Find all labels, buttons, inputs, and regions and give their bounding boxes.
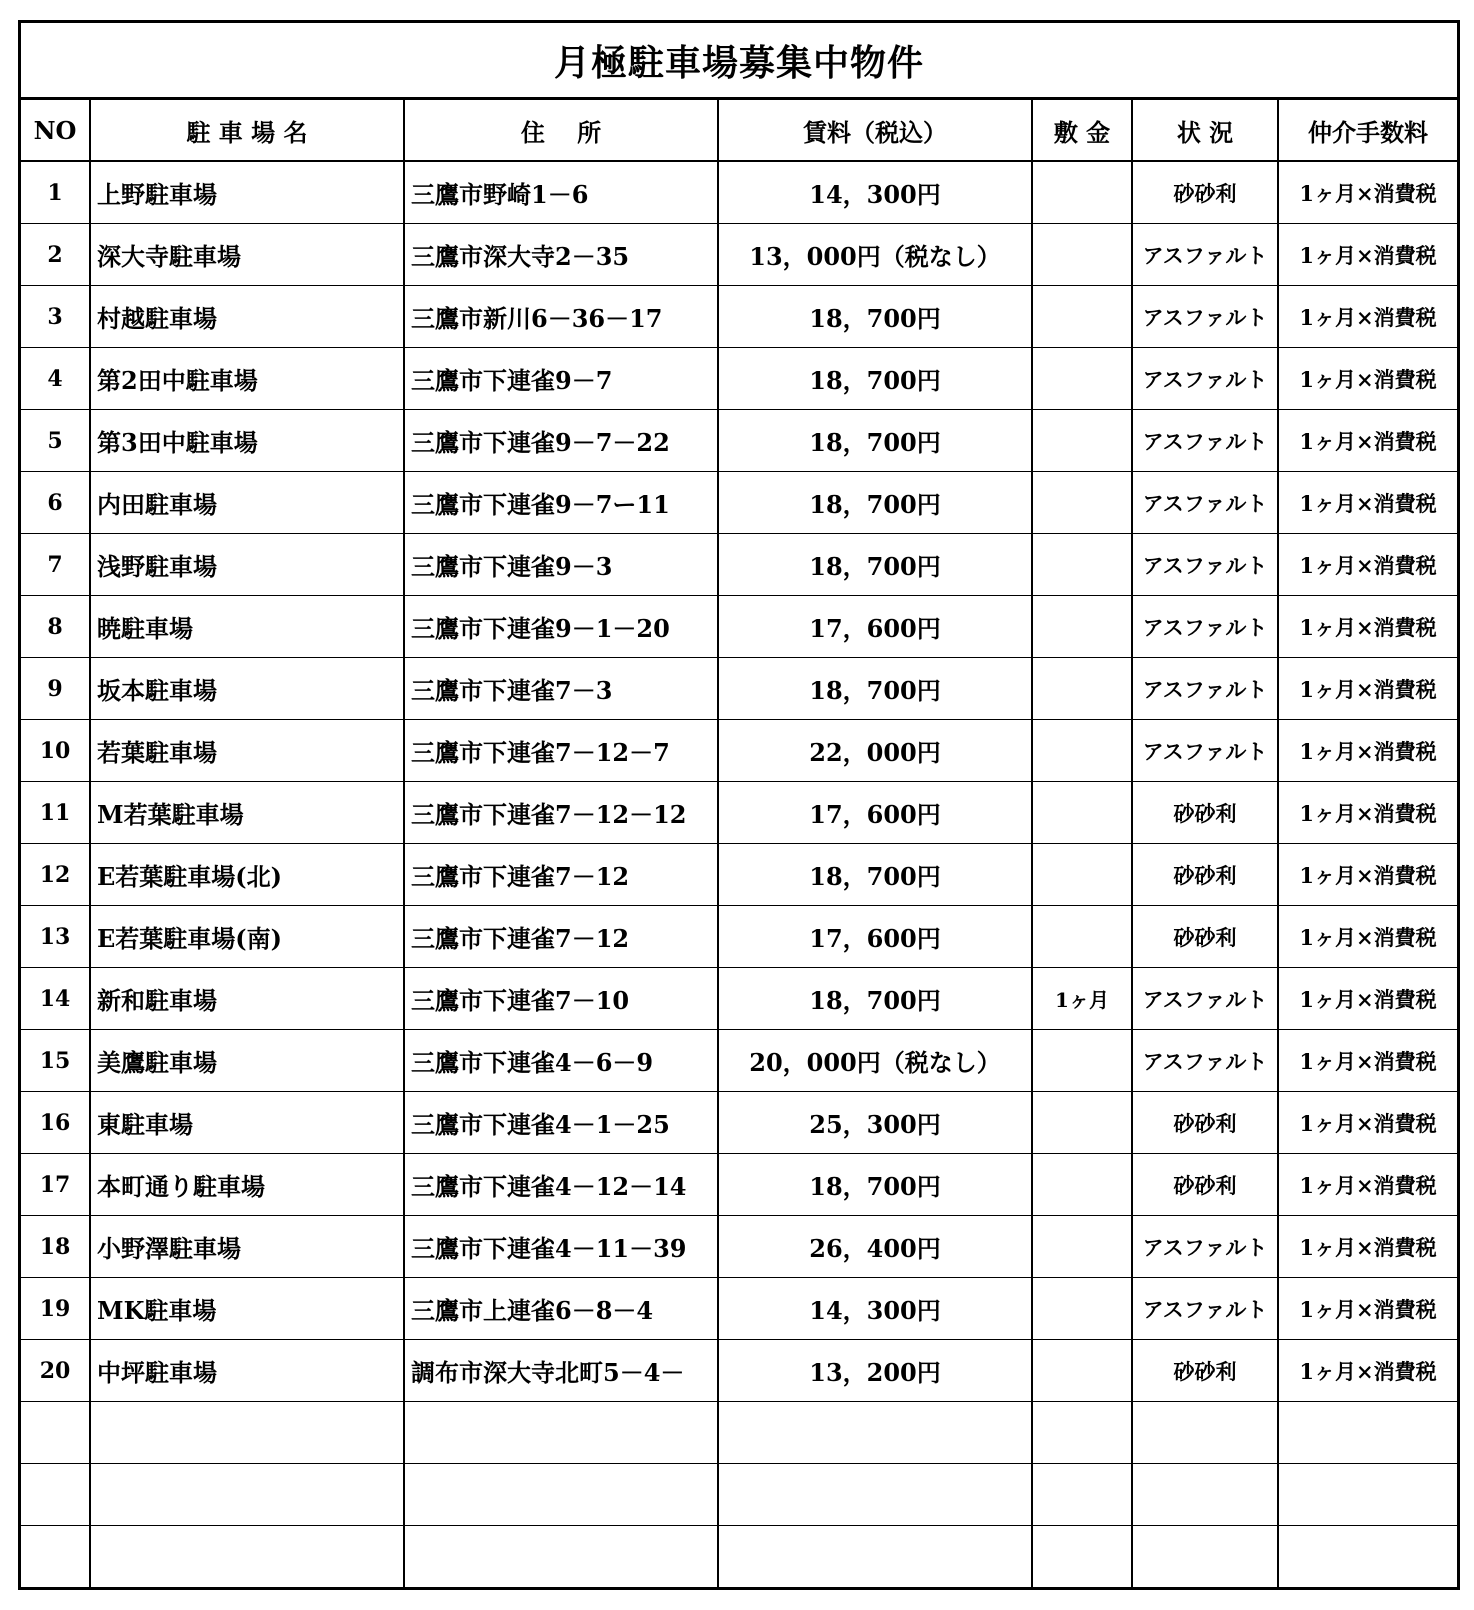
cell-fee: 22，000円 [718,720,1032,782]
header-commission: 仲介手数料 [1278,100,1457,161]
cell-deposit [1032,1526,1132,1588]
cell-address: 三鷹市下連雀7－3 [404,658,718,720]
cell-fee: 17，600円 [718,906,1032,968]
cell-no: 8 [21,596,90,658]
cell-status: アスファルト [1132,658,1278,720]
cell-commission: 1ヶ月×消費税 [1278,534,1457,596]
cell-deposit [1032,410,1132,472]
cell-name: 暁駐車場 [90,596,404,658]
cell-no: 19 [21,1278,90,1340]
cell-name: 本町通り駐車場 [90,1154,404,1216]
table-row [21,348,1457,410]
cell-status: アスファルト [1132,224,1278,286]
cell-fee: 18，700円 [718,1154,1032,1216]
cell-name: MK駐車場 [90,1278,404,1340]
cell-commission: 1ヶ月×消費税 [1278,1216,1457,1278]
cell-commission [1278,1402,1457,1464]
cell-commission: 1ヶ月×消費税 [1278,1278,1457,1340]
table-row [21,596,1457,658]
cell-commission: 1ヶ月×消費税 [1278,906,1457,968]
table-row [21,658,1457,720]
cell-status: アスファルト [1132,472,1278,534]
table-row [21,968,1457,1030]
cell-address: 三鷹市下連雀4－11－39 [404,1216,718,1278]
cell-address: 三鷹市下連雀9－7ー11 [404,472,718,534]
table-row [21,1464,1457,1526]
cell-fee [718,1464,1032,1526]
cell-status: アスファルト [1132,720,1278,782]
cell-deposit [1032,1340,1132,1402]
cell-commission: 1ヶ月×消費税 [1278,596,1457,658]
cell-deposit [1032,658,1132,720]
cell-no: 1 [21,161,90,224]
cell-commission: 1ヶ月×消費税 [1278,844,1457,906]
cell-fee: 13，200円 [718,1340,1032,1402]
cell-fee: 25，300円 [718,1092,1032,1154]
cell-name: 若葉駐車場 [90,720,404,782]
cell-commission: 1ヶ月×消費税 [1278,161,1457,224]
cell-deposit [1032,1216,1132,1278]
cell-commission [1278,1464,1457,1526]
cell-commission: 1ヶ月×消費税 [1278,224,1457,286]
cell-no: 4 [21,348,90,410]
table-row [21,1030,1457,1092]
cell-name: 内田駐車場 [90,472,404,534]
cell-no [21,1464,90,1526]
cell-commission: 1ヶ月×消費税 [1278,1030,1457,1092]
cell-name: 新和駐車場 [90,968,404,1030]
cell-no: 15 [21,1030,90,1092]
cell-commission: 1ヶ月×消費税 [1278,968,1457,1030]
cell-no: 12 [21,844,90,906]
cell-address: 三鷹市下連雀9－7 [404,348,718,410]
cell-status: アスファルト [1132,286,1278,348]
cell-fee: 18，700円 [718,658,1032,720]
table-header-row [21,100,1457,161]
cell-status [1132,1402,1278,1464]
cell-address: 三鷹市深大寺2－35 [404,224,718,286]
cell-deposit [1032,224,1132,286]
cell-name: 上野駐車場 [90,161,404,224]
cell-address: 三鷹市下連雀9－3 [404,534,718,596]
cell-status: アスファルト [1132,410,1278,472]
cell-commission: 1ヶ月×消費税 [1278,348,1457,410]
cell-address [404,1464,718,1526]
cell-status: アスファルト [1132,348,1278,410]
cell-no: 3 [21,286,90,348]
cell-address: 三鷹市下連雀7－10 [404,968,718,1030]
parking-table [21,100,1457,1587]
cell-name: E若葉駐車場(南) [90,906,404,968]
cell-address: 三鷹市下連雀7－12－7 [404,720,718,782]
cell-deposit [1032,1030,1132,1092]
page-title: 月極駐車場募集中物件 [21,23,1457,100]
table-row [21,1340,1457,1402]
cell-address: 三鷹市新川6－36－17 [404,286,718,348]
cell-no: 2 [21,224,90,286]
cell-status: 砂砂利 [1132,161,1278,224]
table-row [21,410,1457,472]
cell-name: 中坪駐車場 [90,1340,404,1402]
table-row [21,1526,1457,1588]
cell-address: 三鷹市下連雀4－1－25 [404,1092,718,1154]
table-row [21,472,1457,534]
cell-deposit [1032,596,1132,658]
cell-name: 坂本駐車場 [90,658,404,720]
cell-name [90,1464,404,1526]
cell-deposit [1032,1402,1132,1464]
table-row [21,1278,1457,1340]
cell-status: 砂砂利 [1132,1340,1278,1402]
cell-status [1132,1526,1278,1588]
cell-status: 砂砂利 [1132,782,1278,844]
cell-deposit [1032,782,1132,844]
cell-no: 10 [21,720,90,782]
cell-commission: 1ヶ月×消費税 [1278,720,1457,782]
cell-address: 三鷹市上連雀6－8－4 [404,1278,718,1340]
cell-fee: 18，700円 [718,410,1032,472]
header-no: NO [21,100,90,161]
cell-status: アスファルト [1132,1216,1278,1278]
cell-commission: 1ヶ月×消費税 [1278,472,1457,534]
cell-status: 砂砂利 [1132,1092,1278,1154]
cell-name: E若葉駐車場(北) [90,844,404,906]
cell-name: 浅野駐車場 [90,534,404,596]
table-row [21,782,1457,844]
cell-address: 三鷹市下連雀7－12－12 [404,782,718,844]
cell-status: アスファルト [1132,1278,1278,1340]
cell-name: 美鷹駐車場 [90,1030,404,1092]
cell-no: 18 [21,1216,90,1278]
cell-fee: 14，300円 [718,1278,1032,1340]
cell-status: 砂砂利 [1132,844,1278,906]
cell-deposit [1032,1154,1132,1216]
cell-status: アスファルト [1132,968,1278,1030]
cell-name [90,1526,404,1588]
cell-name: 村越駐車場 [90,286,404,348]
cell-fee: 17，600円 [718,596,1032,658]
cell-address: 三鷹市下連雀4－6－9 [404,1030,718,1092]
cell-no: 5 [21,410,90,472]
cell-name: 小野澤駐車場 [90,1216,404,1278]
cell-status: アスファルト [1132,534,1278,596]
cell-address: 三鷹市下連雀7－12 [404,906,718,968]
cell-status [1132,1464,1278,1526]
cell-fee [718,1526,1032,1588]
cell-deposit [1032,534,1132,596]
table-row [21,844,1457,906]
cell-deposit [1032,1278,1132,1340]
table-row [21,1092,1457,1154]
cell-deposit [1032,844,1132,906]
cell-address [404,1526,718,1588]
cell-no [21,1402,90,1464]
parking-list-sheet [18,20,1460,1590]
cell-name [90,1402,404,1464]
cell-no: 17 [21,1154,90,1216]
cell-commission: 1ヶ月×消費税 [1278,1154,1457,1216]
cell-address: 三鷹市野崎1－6 [404,161,718,224]
cell-fee: 26，400円 [718,1216,1032,1278]
cell-deposit [1032,720,1132,782]
cell-name: M若葉駐車場 [90,782,404,844]
table-row [21,1402,1457,1464]
cell-deposit [1032,1092,1132,1154]
cell-deposit [1032,906,1132,968]
cell-no [21,1526,90,1588]
cell-address: 三鷹市下連雀4－12－14 [404,1154,718,1216]
cell-name: 第2田中駐車場 [90,348,404,410]
cell-name: 第3田中駐車場 [90,410,404,472]
cell-commission: 1ヶ月×消費税 [1278,1092,1457,1154]
cell-no: 16 [21,1092,90,1154]
header-fee: 賃料（税込） [718,100,1032,161]
table-row [21,1216,1457,1278]
cell-name: 深大寺駐車場 [90,224,404,286]
cell-fee: 18，700円 [718,534,1032,596]
table-row [21,224,1457,286]
header-deposit: 敷 金 [1032,100,1132,161]
cell-no: 6 [21,472,90,534]
cell-commission: 1ヶ月×消費税 [1278,782,1457,844]
cell-fee: 18，700円 [718,968,1032,1030]
cell-commission: 1ヶ月×消費税 [1278,658,1457,720]
cell-status: アスファルト [1132,1030,1278,1092]
cell-deposit: 1ヶ月 [1032,968,1132,1030]
cell-deposit [1032,472,1132,534]
cell-fee: 14，300円 [718,161,1032,224]
cell-address: 三鷹市下連雀9－1－20 [404,596,718,658]
cell-no: 14 [21,968,90,1030]
cell-deposit [1032,161,1132,224]
cell-commission: 1ヶ月×消費税 [1278,1340,1457,1402]
cell-fee: 18，700円 [718,286,1032,348]
table-row [21,286,1457,348]
cell-address [404,1402,718,1464]
table-row [21,906,1457,968]
cell-fee: 18，700円 [718,348,1032,410]
header-address: 住 所 [404,100,718,161]
cell-status: 砂砂利 [1132,1154,1278,1216]
cell-address: 調布市深大寺北町5－4－ [404,1340,718,1402]
header-name: 駐 車 場 名 [90,100,404,161]
cell-no: 13 [21,906,90,968]
cell-deposit [1032,286,1132,348]
cell-fee [718,1402,1032,1464]
cell-no: 20 [21,1340,90,1402]
cell-address: 三鷹市下連雀7－12 [404,844,718,906]
cell-name: 東駐車場 [90,1092,404,1154]
cell-fee: 18，700円 [718,472,1032,534]
cell-fee: 17，600円 [718,782,1032,844]
table-row [21,161,1457,224]
table-row [21,1154,1457,1216]
cell-status: 砂砂利 [1132,906,1278,968]
table-row [21,534,1457,596]
cell-no: 7 [21,534,90,596]
cell-commission [1278,1526,1457,1588]
cell-fee: 20，000円（税なし） [718,1030,1032,1092]
cell-commission: 1ヶ月×消費税 [1278,410,1457,472]
cell-status: アスファルト [1132,596,1278,658]
cell-no: 9 [21,658,90,720]
table-row [21,720,1457,782]
cell-fee: 13，000円（税なし） [718,224,1032,286]
header-status: 状 況 [1132,100,1278,161]
cell-commission: 1ヶ月×消費税 [1278,286,1457,348]
cell-no: 11 [21,782,90,844]
cell-deposit [1032,1464,1132,1526]
cell-fee: 18，700円 [718,844,1032,906]
cell-address: 三鷹市下連雀9－7－22 [404,410,718,472]
cell-deposit [1032,348,1132,410]
